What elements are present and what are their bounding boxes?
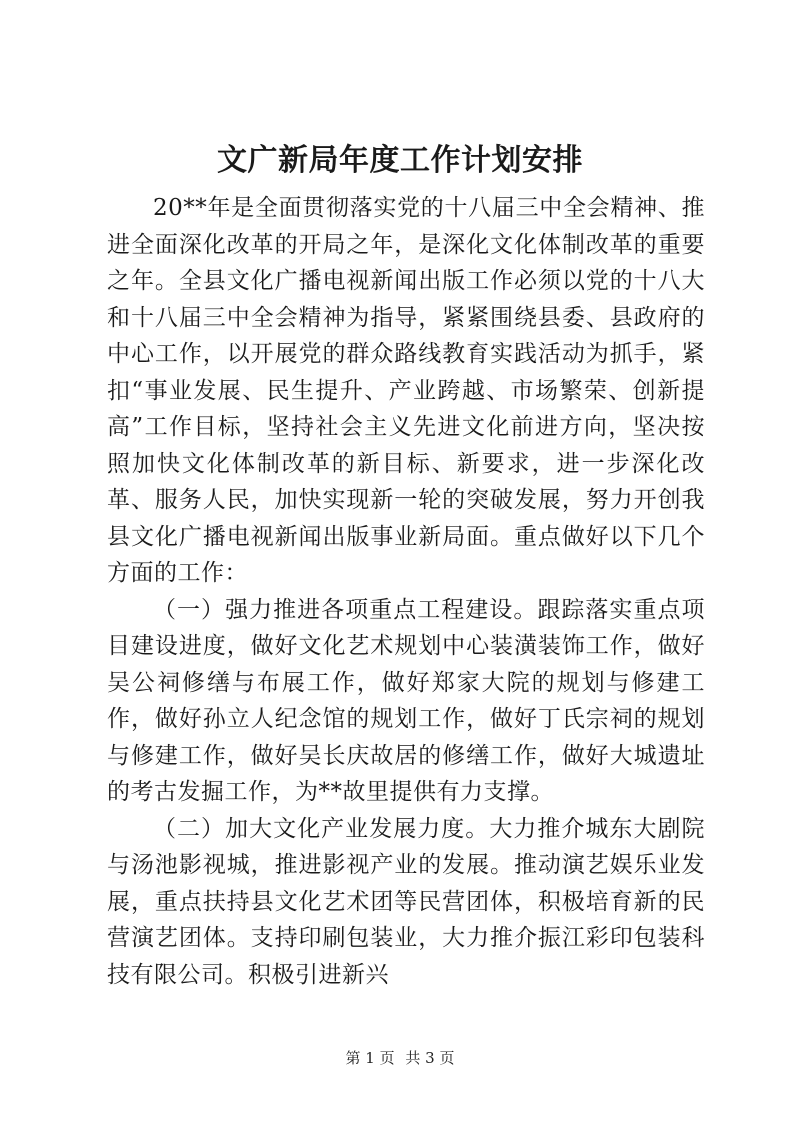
page-footer [0, 1048, 800, 1068]
section-2-paragraph: （二）加大文化产业发展力度。大力推介城东大剧院与汤池影视城，推进影视产业的发展。推动演艺娱乐业发展，重点扶持县文化艺术团等民营团体，积极培育新的民营演艺团体。支持印刷包装业，大力推介振江彩印包装科技有限公司。积极引进新兴 [107, 815, 705, 988]
page-number: 第 1 页 [345, 1049, 395, 1067]
section-1-paragraph: （一）强力推进各项重点工程建设。跟踪落实重点项目建设进度，做好文化艺术规划中心装潢装饰工作，做好吴公祠修缮与布展工作，做好郑家大院的规划与修建工作，做好孙立人纪念馆的规划工作，做好丁氏宗祠的规划与修建工作，做好吴长庆故居的修缮工作，做好大城遗址的考古发掘工作，为**故里提供有力支撑。 [107, 596, 705, 805]
intro-paragraph: 20**年是全面贯彻落实党的十八届三中全会精神、推进全面深化改革的开局之年，是深化文化体制改革的重要之年。全县文化广播电视新闻出版工作必须以党的十八大和十八届三中全会精神为指导，紧紧围绕县委、县政府的中心工作，以开展党的群众路线教育实践活动为抓手，紧扣“事业发展、民生提升、产业跨越、市场繁荣、创新提高”工作目标，坚持社会主义先进文化前进方向，坚决按照加快文化体制改革的新目标、新要求，进一步深化改革、服务人民，加快实现新一轮的突破发展，努力开创我县文化广播电视新闻出版事业新局面。重点做好以下几个方面的工作： [107, 195, 705, 586]
page-total: 共 3 页 [405, 1049, 455, 1067]
document-title: 文广新局年度工作计划安排 [217, 143, 583, 178]
document-body [107, 190, 705, 993]
